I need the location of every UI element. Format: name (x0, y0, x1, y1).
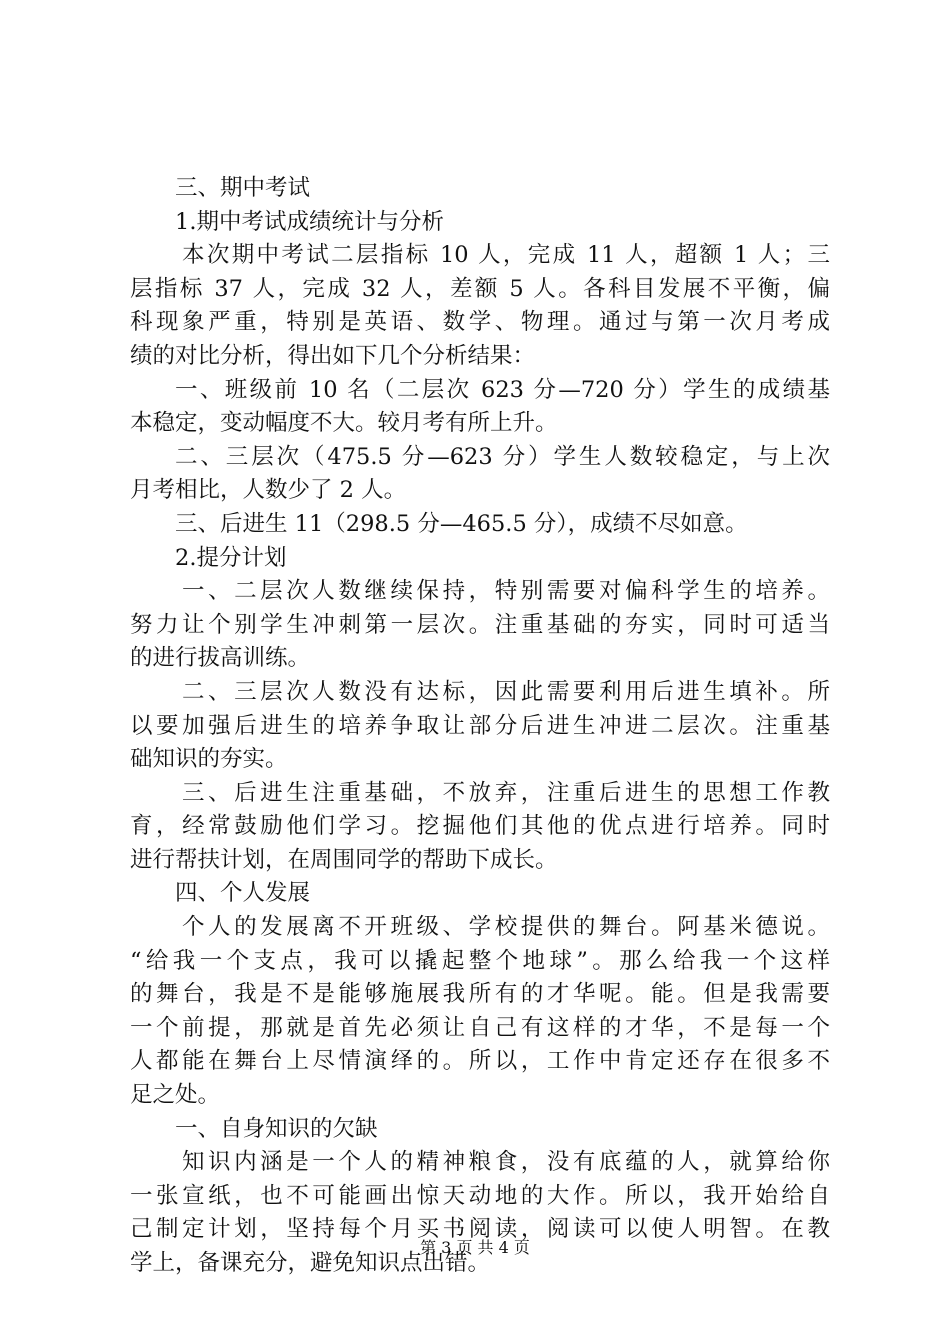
text-line: 的舞台，我是不是能够施展我所有的才华呢。能。但是我需要 (130, 981, 830, 1008)
text-line: “给我一个支点，我可以撬起整个地球”。那么给我一个这样 (130, 947, 830, 974)
text-line: 科现象严重，特别是英语、数学、物理。通过与第一次月考成 (130, 309, 830, 336)
text-line: 一个前提，那就是首先必须让自己有这样的才华，不是每一个 (130, 1014, 830, 1041)
text-line: 育，经常鼓励他们学习。挖掘他们其他的优点进行培养。同时 (130, 813, 830, 840)
text-line: 础知识的夯实。 (130, 746, 288, 773)
text-line: 本稳定，变动幅度不大。较月考有所上升。 (130, 410, 558, 437)
text-line: 个人的发展离不开班级、学校提供的舞台。阿基米德说。 (182, 914, 830, 941)
text-line: 三、期中考试 (175, 175, 311, 201)
text-line: 2.提分计划 (175, 544, 287, 571)
text-line: 以要加强后进生的培养争取让部分后进生冲进二层次。注重基 (130, 712, 830, 739)
text-line: 绩的对比分析，得出如下几个分析结果： (130, 342, 536, 369)
text-line: 努力让个别学生冲刺第一层次。注重基础的夯实，同时可适当 (130, 611, 830, 638)
text-line: 三、后进生注重基础，不放弃，注重后进生的思想工作教 (182, 779, 830, 806)
text-line: 一张宣纸，也不可能画出惊天动地的大作。所以，我开始给自 (130, 1182, 830, 1209)
text-line: 进行帮扶计划，在周围同学的帮助下成长。 (130, 846, 558, 873)
text-line: 己制定计划，坚持每个月买书阅读，阅读可以使人明智。在教 (130, 1216, 830, 1243)
text-line: 层指标 37 人，完成 32 人，差额 5 人。各科目发展不平衡，偏 (130, 275, 830, 302)
text-line: 本次期中考试二层指标 10 人，完成 11 人，超额 1 人；三 (182, 242, 830, 269)
text-line: 足之处。 (130, 1082, 221, 1109)
text-line: 月考相比，人数少了 2 人。 (130, 477, 407, 504)
text-line: 一、班级前 10 名（二层次 623 分—720 分）学生的成绩基 (175, 376, 830, 403)
text-line: 的进行拔高训练。 (130, 645, 311, 672)
text-line: 三、后进生 11（298.5 分—465.5 分），成绩不尽如意。 (175, 510, 748, 537)
text-line: 人都能在舞台上尽情演绎的。所以，工作中肯定还存在很多不 (130, 1048, 830, 1075)
text-line: 学上，备课充分，避免知识点出错。 (130, 1250, 491, 1276)
text-line: 二、三层次（475.5 分—623 分）学生人数较稳定，与上次 (175, 443, 830, 470)
text-line: 1.期中考试成绩统计与分析 (175, 208, 444, 235)
page-footer: 第 3 页 共 4 页 (420, 1238, 530, 1257)
text-line: 一、自身知识的欠缺 (175, 1115, 378, 1142)
text-line: 四、个人发展 (175, 880, 311, 907)
text-line: 二、三层次人数没有达标，因此需要利用后进生填补。所 (182, 678, 830, 705)
document-body (130, 172, 830, 1281)
text-line: 一、二层次人数继续保持，特别需要对偏科学生的培养。 (182, 578, 830, 605)
text-line: 知识内涵是一个人的精神粮食，没有底蕴的人，就算给你 (182, 1149, 830, 1176)
